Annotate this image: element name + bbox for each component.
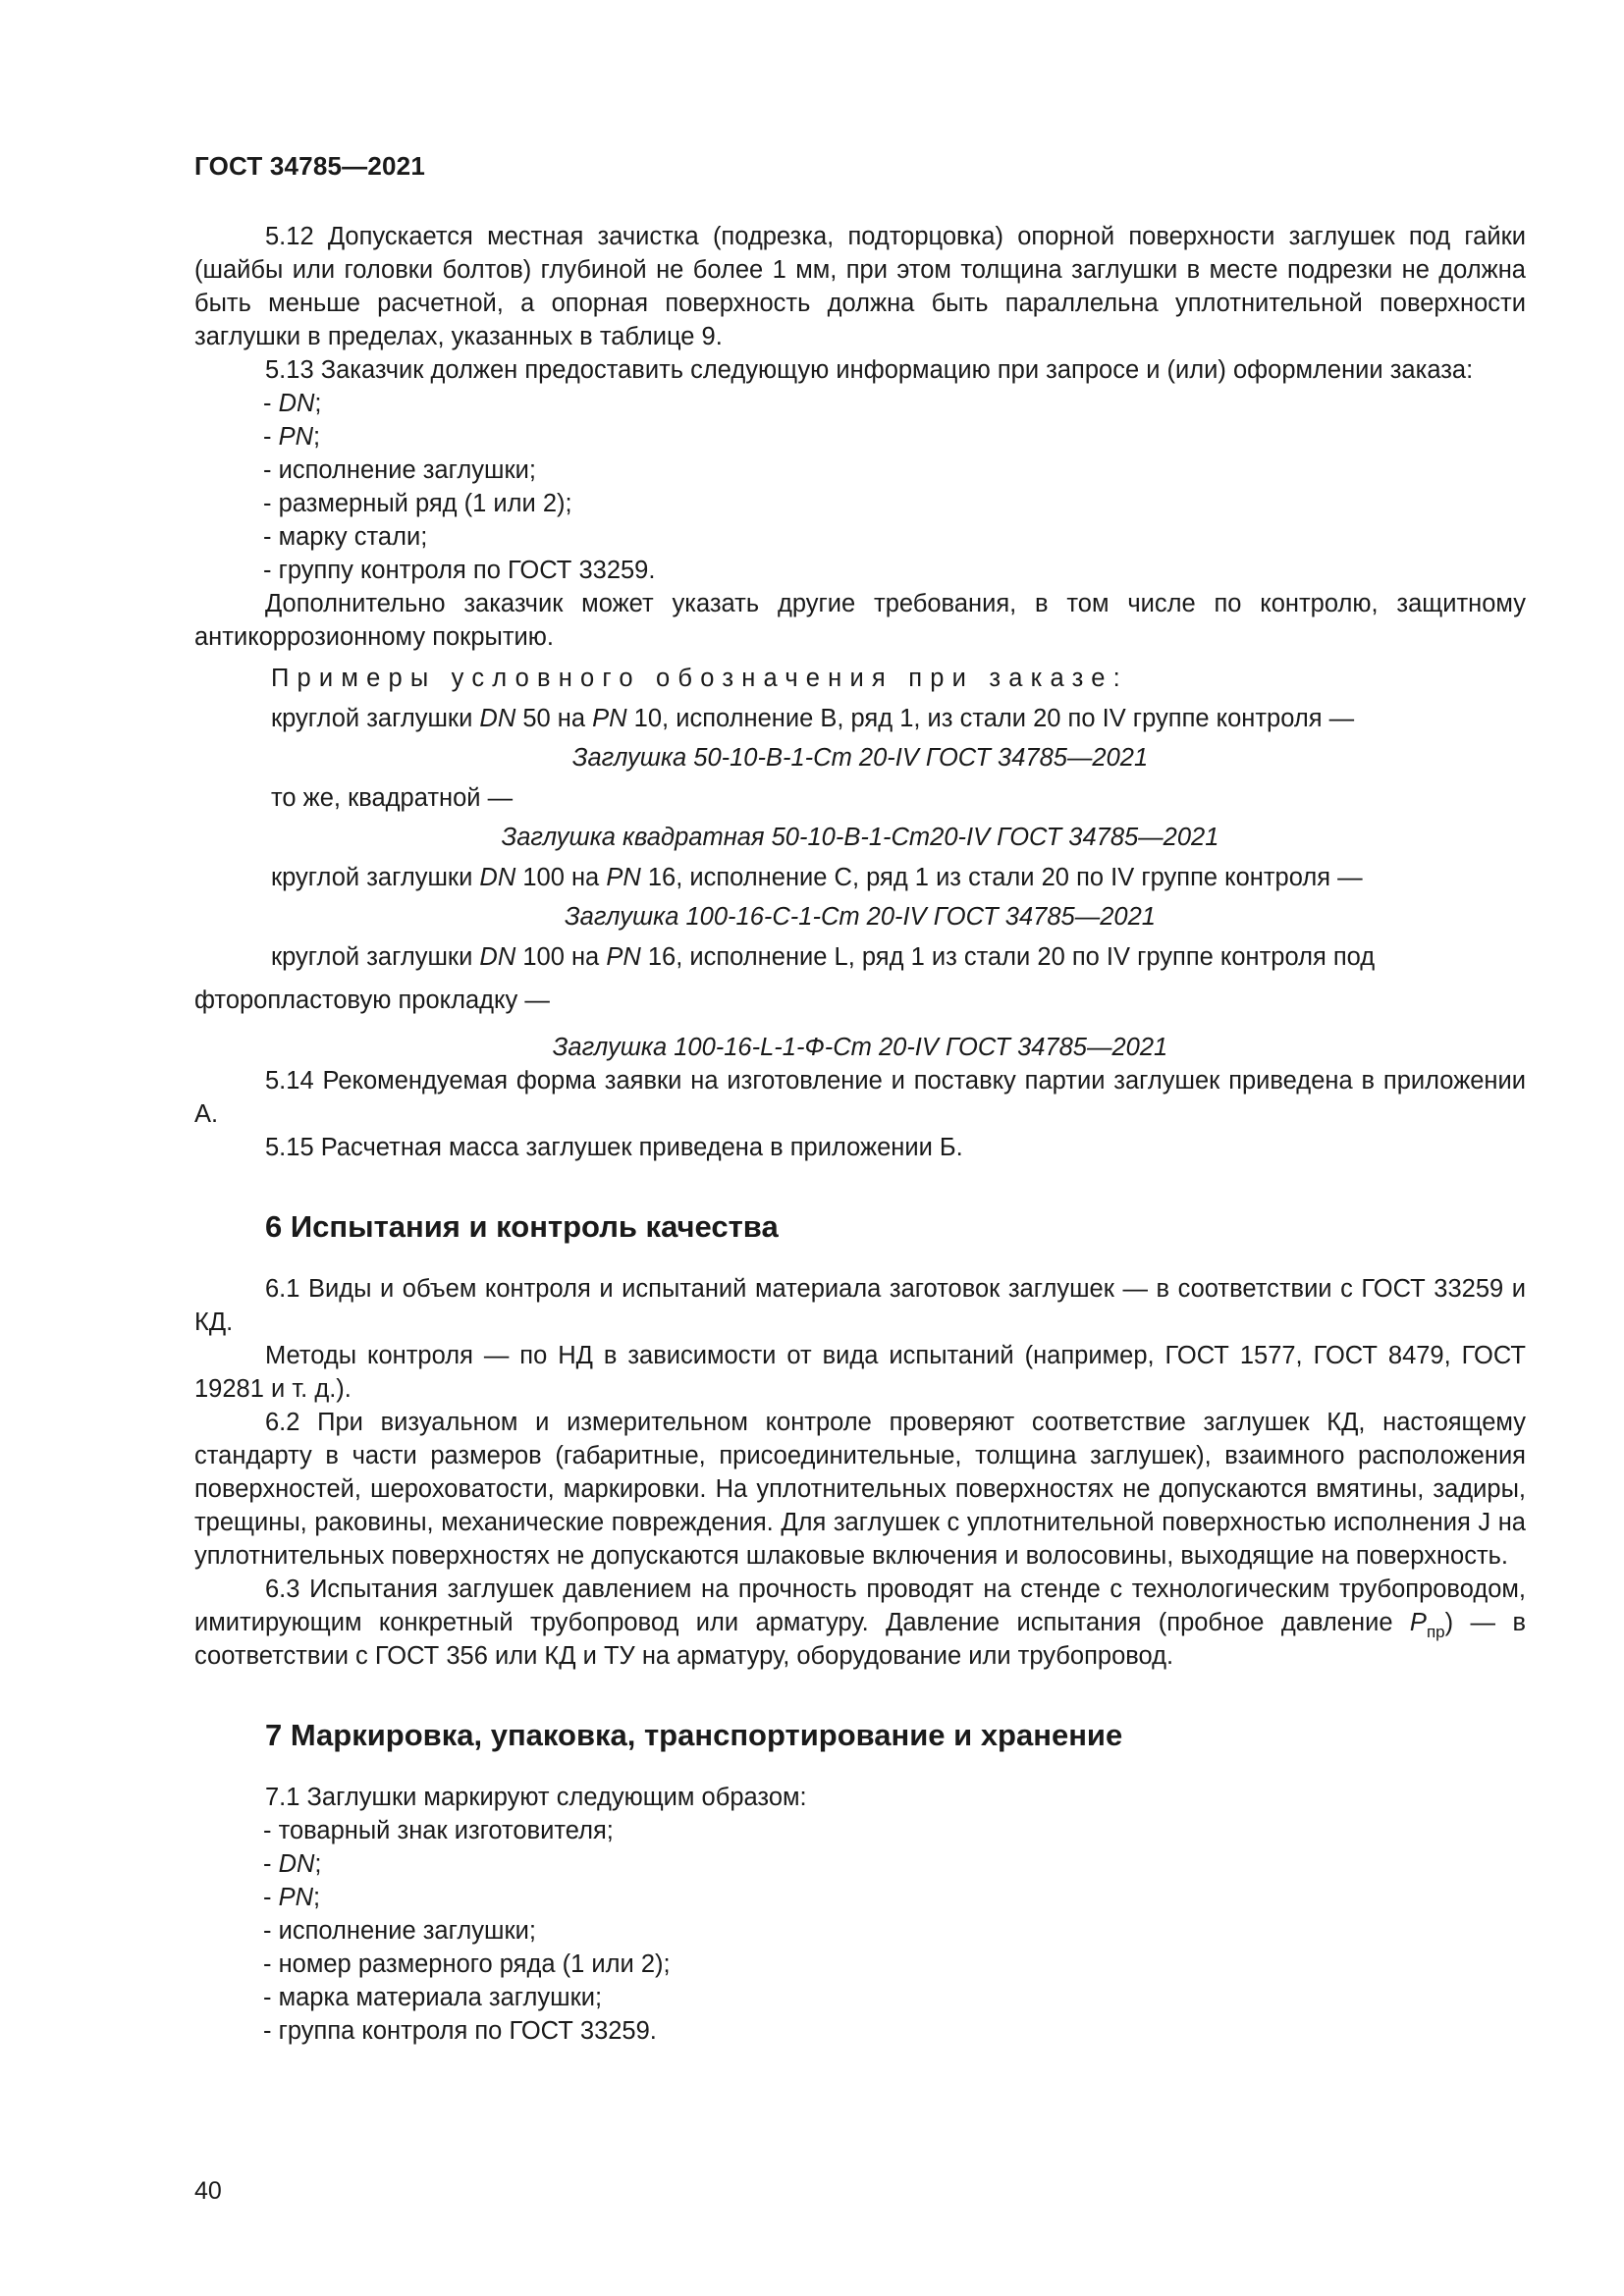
- example-text: круглой заглушки DN 50 на PN 10, исполнение В, ряд 1, из стали 20 по IV группе контроля —: [271, 705, 1355, 732]
- list-item: - марку стали;: [263, 523, 428, 551]
- example-text: круглой заглушки DN 100 на PN 16, исполнение С, ряд 1 из стали 20 по IV группе контроля —: [271, 864, 1363, 891]
- list-item: - товарный знак изготовителя;: [263, 1817, 614, 1844]
- list-item: - группу контроля по ГОСТ 33259.: [263, 557, 656, 584]
- section-heading-6: 6 Испытания и контроль качества: [265, 1209, 779, 1244]
- list-item: - марка материала заглушки;: [263, 1984, 603, 2011]
- list-item: - исполнение заглушки;: [263, 456, 536, 484]
- paragraph-6-1-methods: Методы контроля — по НД в зависимости от вида испытаний (например, ГОСТ 1577, ГОСТ 8479, ГОСТ 19281 и т. д.).: [194, 1342, 1526, 1403]
- paragraph-5-12: 5.12 Допускается местная зачистка (подрезка, подторцовка) опорной поверхности заглушек под гайки (шайбы или головки болтов) глубиной не более 1 мм, при этом толщина заглушки в месте подрезки не должна быть меньше расчетной, а опорная поверхность должна быть параллельна уплотнительной поверхности заглушки в пределах, указанных в таблице 9.: [194, 223, 1526, 350]
- order-info-list: [194, 387, 1526, 587]
- document-body: [194, 220, 1526, 2048]
- list-item: - исполнение заглушки;: [263, 1917, 536, 1945]
- example-text-continued: фторопластовую прокладку —: [194, 987, 550, 1014]
- paragraph-5-13: 5.13 Заказчик должен предоставить следующую информацию при запросе и (или) оформлении заказа:: [265, 356, 1474, 384]
- paragraph-6-2: 6.2 При визуальном и измерительном контроле проверяют соответствие заглушек КД, настоящему стандарту в части размеров (габаритные, присоединительные, толщина заглушек), взаимного расположения поверхностей, шероховатости, маркировки. На уплотнительных поверхностях не допускаются вмятины, задиры, трещины, раковины, механические повреждения. Для заглушек с уплотнительной поверхностью исполнения J на уплотнительных поверхностях не допускаются шлаковые включения и волосовины, выходящие на поверхность.: [194, 1409, 1526, 1570]
- marking-list: [194, 1814, 1526, 2048]
- example-text: круглой заглушки DN 100 на PN 16, исполнение L, ряд 1 из стали 20 по IV группе контроля под: [271, 943, 1376, 971]
- example-designation: Заглушка 50-10-В-1-Ст 20-IV ГОСТ 34785—2021: [571, 744, 1149, 772]
- example-designation: Заглушка 100-16-L-1-Ф-Ст 20-IV ГОСТ 34785—2021: [552, 1034, 1168, 1061]
- list-item: - PN;: [263, 423, 321, 451]
- section-heading-7: 7 Маркировка, упаковка, транспортирование и хранение: [265, 1718, 1123, 1752]
- example-designation: Заглушка 100-16-С-1-Ст 20-IV ГОСТ 34785—2021: [565, 903, 1156, 931]
- paragraph-5-14: 5.14 Рекомендуемая форма заявки на изготовление и поставку партии заглушек приведена в приложении А.: [194, 1067, 1526, 1128]
- list-item: - DN;: [263, 1850, 322, 1878]
- paragraph-5-13-extra: Дополнительно заказчик может указать другие требования, в том числе по контролю, защитному антикоррозионному покрытию.: [194, 590, 1526, 651]
- list-item: - размерный ряд (1 или 2);: [263, 490, 572, 517]
- list-item: - DN;: [263, 390, 322, 417]
- example-designation: Заглушка квадратная 50-10-В-1-Ст20-IV ГОСТ 34785—2021: [501, 824, 1219, 851]
- page-number: 40: [194, 2177, 222, 2205]
- paragraph-6-1: 6.1 Виды и объем контроля и испытаний материала заготовок заглушек — в соответствии с ГОСТ 33259 и КД.: [194, 1275, 1526, 1336]
- example-text: то же, квадратной —: [271, 784, 514, 812]
- paragraph-6-3: 6.3 Испытания заглушек давлением на прочность проводят на стенде с технологическим трубопроводом, имитирующим конкретный трубопровод или арматуру. Давление испытания (пробное давление $P_{пр}$) — в соответствии с ГОСТ 356 или КД и ТУ на арматуру, оборудование или трубопровод.: [194, 1575, 1526, 1670]
- examples-heading: Примеры условного обозначения при заказе:: [271, 665, 1128, 692]
- list-item: - PN;: [263, 1884, 321, 1911]
- paragraph-7-1: 7.1 Заглушки маркируют следующим образом:: [265, 1784, 807, 1811]
- designation-examples: [194, 662, 1526, 1064]
- list-item: - номер размерного ряда (1 или 2);: [263, 1950, 671, 1978]
- document-header: ГОСТ 34785—2021: [194, 151, 425, 181]
- list-item: - группа контроля по ГОСТ 33259.: [263, 2017, 657, 2045]
- paragraph-5-15: 5.15 Расчетная масса заглушек приведена в приложении Б.: [265, 1134, 963, 1161]
